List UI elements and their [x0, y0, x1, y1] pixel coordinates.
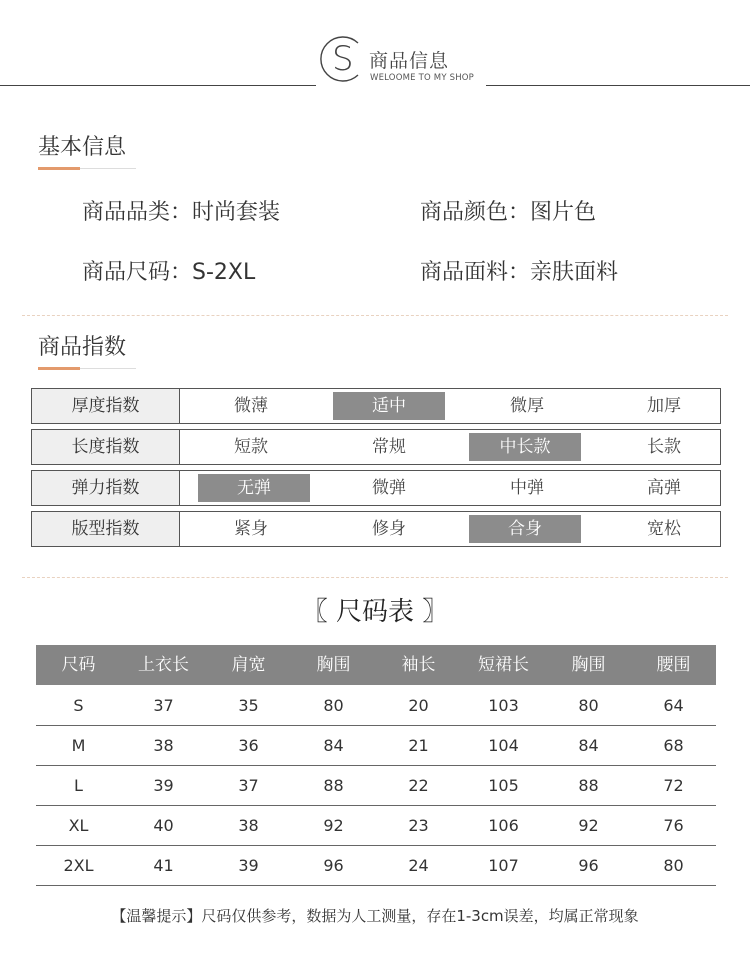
- table-row: [36, 726, 716, 766]
- index-option: 加厚: [647, 396, 681, 416]
- size-cell: 76: [663, 816, 684, 835]
- size-cell: 84: [323, 736, 344, 755]
- size-header-cell: 上衣长: [138, 655, 189, 675]
- index-row-elasticity: [31, 470, 721, 506]
- info-color: 商品颜色：图片色: [420, 200, 597, 225]
- size-cell: 96: [323, 856, 344, 875]
- size-cell: 88: [323, 776, 344, 795]
- size-cell: 39: [238, 856, 259, 875]
- size-tip: 【温馨提示】尺码仅供参考，数据为人工测量，存在1-3cm误差，均属正常现象: [111, 907, 639, 925]
- index-option: 微厚: [510, 396, 544, 416]
- size-table-title: 〖 尺码表 〗: [301, 597, 449, 627]
- index-title: 商品指数: [38, 335, 127, 360]
- size-header-cell: 腰围: [656, 655, 691, 675]
- index-accent: [38, 367, 80, 370]
- dashed-divider-2: [22, 577, 728, 578]
- index-row-label: 长度指数: [32, 430, 180, 464]
- index-option: 高弹: [647, 478, 681, 498]
- size-cell: S: [73, 696, 84, 715]
- size-cell: 21: [408, 736, 429, 755]
- size-cell: 80: [578, 696, 599, 715]
- size-cell: 68: [663, 736, 684, 755]
- basic-info-accent: [38, 167, 80, 170]
- basic-info-title: 基本信息: [38, 135, 127, 160]
- size-cell: 88: [578, 776, 599, 795]
- size-cell: 72: [663, 776, 684, 795]
- index-option-selected: 合身: [469, 515, 581, 543]
- size-cell: 2XL: [63, 856, 94, 875]
- size-cell: 96: [578, 856, 599, 875]
- size-cell: 84: [578, 736, 599, 755]
- header-title: 商品信息: [369, 50, 450, 72]
- info-category: 商品品类：时尚套装: [82, 200, 281, 225]
- size-cell: 80: [663, 856, 684, 875]
- size-header-cell: 尺码: [61, 655, 96, 675]
- size-cell: 20: [408, 696, 429, 715]
- dashed-divider-1: [22, 315, 728, 316]
- index-row-label: 厚度指数: [32, 389, 180, 423]
- index-row-fit: [31, 511, 721, 547]
- size-cell: 92: [578, 816, 599, 835]
- index-row-length: [31, 429, 721, 465]
- index-option: 微薄: [234, 396, 268, 416]
- size-header-cell: 短裙长: [478, 655, 529, 675]
- header-subtitle: WELOOME TO MY SHOP: [370, 73, 475, 83]
- index-option: 修身: [372, 519, 406, 539]
- index-option: 微弹: [372, 478, 406, 498]
- size-cell: L: [74, 776, 83, 795]
- size-header-cell: 袖长: [401, 655, 436, 675]
- index-option: 短款: [234, 437, 268, 457]
- size-cell: 40: [153, 816, 174, 835]
- size-cell: 80: [323, 696, 344, 715]
- size-cell: 23: [408, 816, 429, 835]
- index-option-selected: 适中: [333, 392, 445, 420]
- size-cell: 105: [488, 776, 519, 795]
- index-option: 紧身: [234, 519, 268, 539]
- size-header-cell: 肩宽: [231, 655, 266, 675]
- index-option: 中弹: [510, 478, 544, 498]
- size-cell: 104: [488, 736, 519, 755]
- size-cell: 107: [488, 856, 519, 875]
- size-cell: 24: [408, 856, 429, 875]
- size-cell: 103: [488, 696, 519, 715]
- index-row-label: 弹力指数: [32, 471, 180, 505]
- info-fabric: 商品面料：亲肤面料: [420, 260, 619, 285]
- size-cell: 35: [238, 696, 259, 715]
- table-row: [36, 766, 716, 806]
- index-row-thickness: [31, 388, 721, 424]
- size-cell: 36: [238, 736, 259, 755]
- size-cell: 37: [238, 776, 259, 795]
- size-cell: XL: [68, 816, 89, 835]
- size-cell: 106: [488, 816, 519, 835]
- size-cell: M: [71, 736, 86, 755]
- size-cell: 38: [153, 736, 174, 755]
- size-cell: 38: [238, 816, 259, 835]
- info-size: 商品尺码：S-2XL: [82, 260, 256, 285]
- logo-letter: S: [332, 39, 354, 79]
- table-row: [36, 686, 716, 726]
- size-cell: 92: [323, 816, 344, 835]
- index-option: 常规: [372, 437, 406, 457]
- index-row-label: 版型指数: [32, 512, 180, 546]
- index-option: 宽松: [647, 519, 681, 539]
- size-cell: 22: [408, 776, 429, 795]
- table-row: [36, 846, 716, 886]
- size-cell: 41: [153, 856, 174, 875]
- size-cell: 37: [153, 696, 174, 715]
- index-option-selected: 无弹: [198, 474, 310, 502]
- size-cell: 64: [663, 696, 684, 715]
- size-cell: 39: [153, 776, 174, 795]
- size-table-header: [36, 645, 716, 685]
- size-header-cell: 胸围: [316, 655, 351, 675]
- size-header-cell: 胸围: [571, 655, 606, 675]
- index-option-selected: 中长款: [469, 433, 581, 461]
- index-option: 长款: [647, 437, 681, 457]
- table-row: [36, 806, 716, 846]
